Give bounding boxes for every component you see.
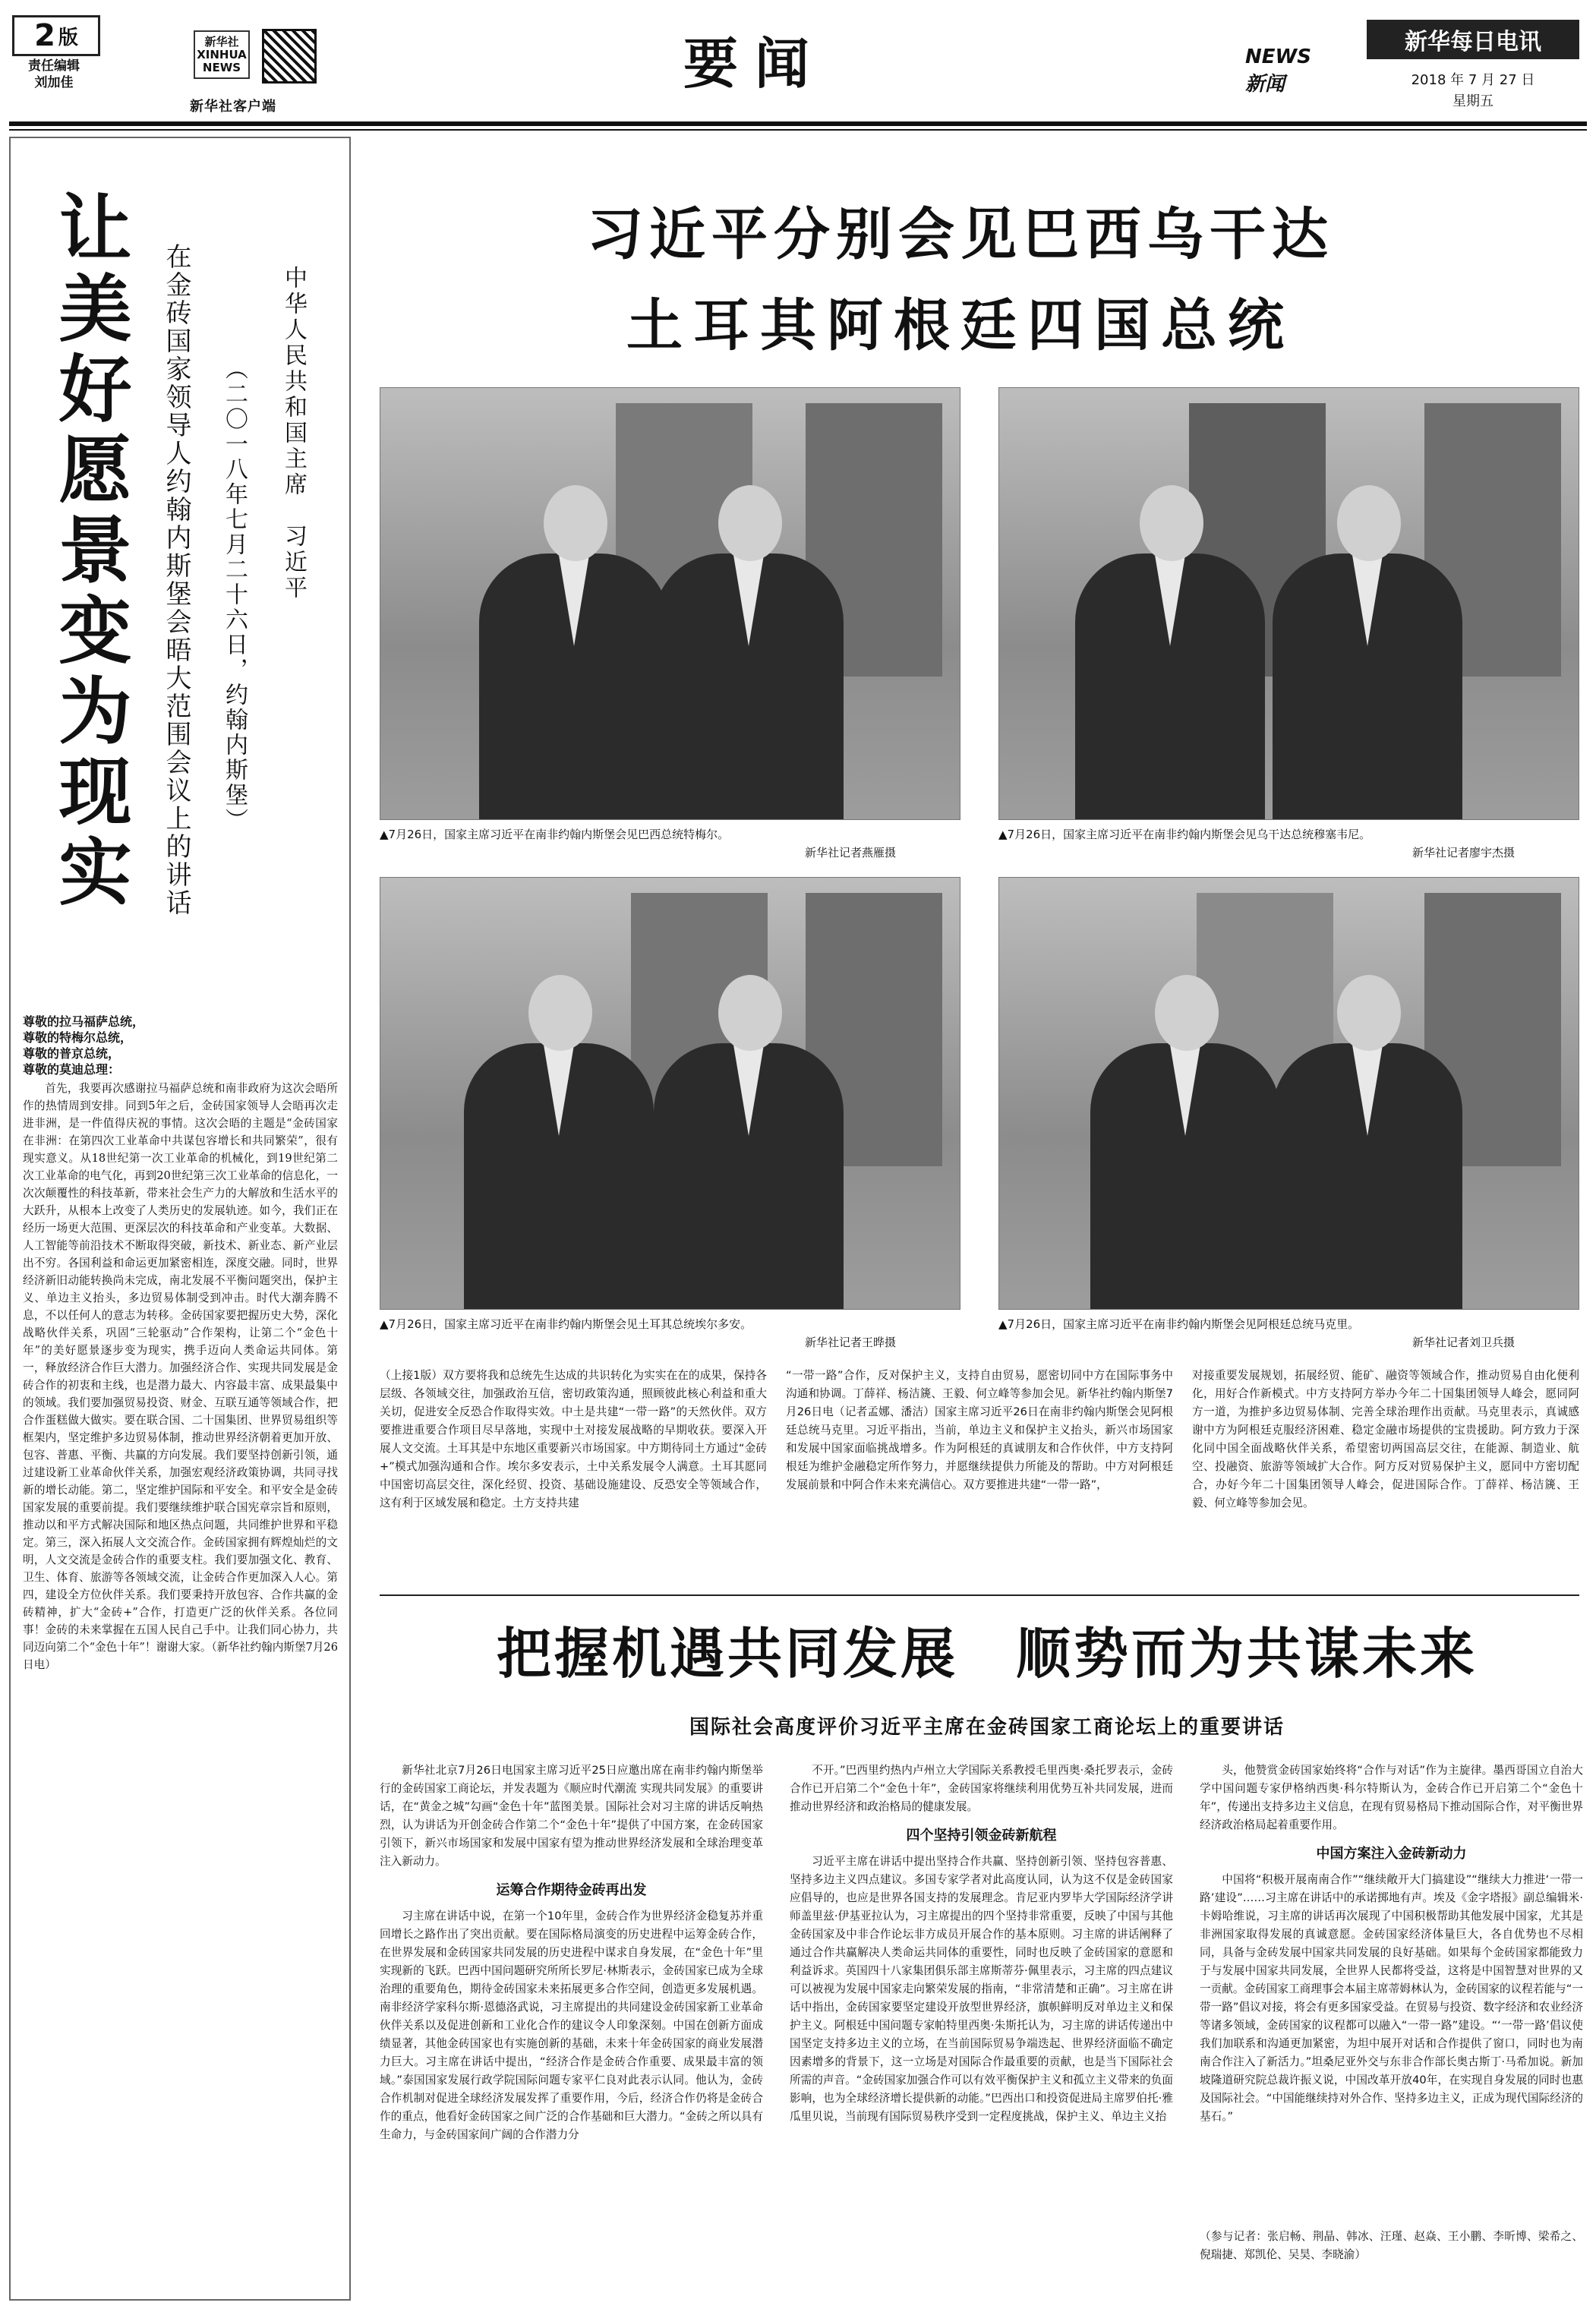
photo-credit: 新华社记者廖宇杰摄 — [1411, 846, 1515, 860]
article-paragraph: 习主席在讲话中说，在第一个10年里，金砖合作为世界经济金稳复苏并重回增长之路作出了突出贡献。要在国际格局演变的历史进程中运筹金砖合作，在世界发展和金砖国家共同发展的历史进程中谋求自身发展，在“金色十年”里实现新的飞跃。巴西中国问题研究所所长罗尼·林斯表示，金砖国家已成为全球治理的重要角色，期待金砖国家未来拓展更多合作空间，创造更多发展机遇。南非经济学家科尔斯·恩德洛武说，习主席提出的共同建设金砖国家新工业革命伙伴关系以及促进创新和工业化合作的建议令人印象深刻。中国在创新方面成绩显著，其他金砖国家也有实施创新的基础，未来十年金砖国家的商业发展潜力巨大。习主席在讲话中提出，“经济合作是金砖合作重要、成果最丰富的领域。”泰国国家发展行政学院国际问题专家平仁良对此表示认同。他认为，金砖合作机制对促进全球经济发展发挥了重要作用，今后，经济合作仍将是金砖合作的重点，他看好金砖国家之间广泛的合作基础和巨大潜力。“金砖之所以具有生命力，与金砖国家间广阔的合作潜力分 — [380, 1910, 763, 2141]
top-headline-line1: 习近平分别会见巴西乌干达 — [587, 202, 1334, 267]
section-heading: 中国方案注入金砖新动力 — [1316, 1846, 1467, 1862]
article-paragraph: 习近平主席在讲话中提出坚持合作共赢、坚持创新引领、坚持包容普惠、坚持多边主义四点建议。多国专家学者对此高度认同，认为这不仅是金砖国家应倡导的，也应是世界各国支持的发展理念。肯尼亚内罗毕大学国际经济学讲师盖里兹·伊基亚拉认为，习主席提出的四个坚持非常重要，反映了中国与其他金砖国家及中非合作论坛非方成员开展合作的基本原则。习主席的讲话阐释了通过合作共赢解决人类命运共同体的重要性，同时也反映了金砖国家的意愿和利益诉求。英国四十八家集团俱乐部主席斯蒂芬·佩里表示，习主席的四点建议可以被视为发展中国家走向繁荣发展的指南，“非常清楚和正确”。习主席在讲话中指出，金砖国家要坚定建设开放型世界经济，旗帜鲜明反对单边主义和保护主义。阿根廷中国问题专家帕特里西奥·朱斯托认为，习主席的讲话传递出中国坚定支持多边主义的立场，在当前国际贸易争端迭起、世界经济面临不确定因素增多的背景下，这一立场是对国际合作最重要的贡献，也是当下国际社会所需的声音。“金砖国家加强合作可以有效平衡保护主义和孤立主义带来的负面影响，也为全球经济增长提供新的动能。”巴西出口和投资促进局主席罗伯托·雅瓜里贝说，当前现有国际贸易秩序受到一定程度挑战，保护主义、单边主义抬 — [790, 1855, 1173, 2123]
salutation-line: 尊敬的莫迪总理： — [23, 1062, 121, 1077]
speech-title: 让美好愿景变为现实 — [47, 190, 133, 914]
speech-subtitle: 在金砖国家领导人约翰内斯堡会晤大范围会议上的讲话 — [161, 243, 191, 917]
client-label: 新华社客户端 — [190, 99, 276, 115]
article-paragraph: 新华社北京7月26日电国家主席习近平25日应邀出席在南非约翰内斯堡举行的金砖国家工商论坛，并发表题为《顺应时代潮流 实现共同发展》的重要讲话，在“黄金之城”勾画“金色十年”蓝图美景。国际社会对习主席的讲话反响热烈，认为讲话为开创金砖合作第二个“金色十年”提供了中国方案，在金砖国家引领下，新兴市场国家和发展中国家有望为推动世界经济发展和全球治理变革注入新动力。 — [380, 1764, 763, 1868]
photo-caption: ▲7月26日，国家主席习近平在南非约翰内斯堡会见乌干达总统穆塞韦尼。 — [998, 828, 1371, 841]
speech-body: 首先，我要再次感谢拉马福萨总统和南非政府为这次会晤所作的热情周到安排。同到5年之后，金砖国家领导人会晤再次走进非洲，是一件值得庆祝的事情。这次会晤的主题是“金砖国家在非洲：在第四次工业革命中共谋包容增长和共同繁荣”，很有现实意义。从18世纪第一次工业革命的机械化，到19世纪第二次工业革命的电气化，再到20世纪第三次工业革命的信息化，一次次颠覆性的科技革新，带来社会生产力的大解放和生活水平的大跃升，从根本上改变了人类历史的发展轨迹。如今，我们正在经历一场更大范围、更深层次的科技革命和产业变革。大数据、人工智能等前沿技术不断取得突破，新技术、新业态、新产业层出不穷。各国利益和命运更加紧密相连，深度交融。同时，世界经济新旧动能转换尚未完成，南北发展不平衡问题突出，保护主义、单边主义抬头，多边贸易体制受到冲击。时代大潮奔腾不息，不以任何人的意志为转移。金砖国家要把握历史大势，深化战略伙伴关系，巩固“三轮驱动”合作架构，让第二个“金色十年”的美好愿景逐步变为现实，携手迈向人类命运共同体。第一，释放经济合作巨大潜力。加强经济合作、实现共同发展是金砖合作的初衷和主线，也是潜力最大、内容最丰富、成果最集中的领域。我们要加强贸易投资、财金、互联互通等领域合作，把合作蛋糕做大做实。要在联合国、二十国集团、世界贸易组织等框架内，坚定维护多边贸易体制，推动世界经济朝着更加开放、包容、普惠、平衡、共赢的方向发展。我们要坚持创新引领，通过建设新工业革命伙伴关系，加强宏观经济政策协调，共同寻找新的增长动能。第二，坚定维护国际和平安全。和平安全是金砖国家发展的重要前提。我们要继续维护联合国宪章宗旨和原则，推动以和平方式解决国际和地区热点问题，共同维护世界和平稳定。第三，深入拓展人文交流合作。金砖国家拥有辉煌灿烂的文明，人文交流是金砖合作的重要支柱。我们要加强文化、教育、卫生、体育、旅游等各领域交流，让金砖合作更加深入人心。第四，建设全方位伙伴关系。我们要秉持开放包容、合作共赢的金砖精神，扩大“金砖+”合作，打造更广泛的伙伴关系。各位同事！金砖的未来掌握在五国人民自己手中。让我们同心协力，共同迈向第二个“金色十年”！谢谢大家。（新华社约翰内斯堡7月26日电） — [23, 1082, 338, 1671]
person-figure — [654, 485, 844, 819]
salutation-line: 尊敬的特梅尔总统， — [23, 1030, 133, 1045]
qr-code-icon[interactable] — [262, 29, 317, 84]
editor-credit — [12, 58, 96, 91]
section-title: 要闻 — [683, 31, 827, 96]
page-number-badge — [12, 15, 100, 56]
editor-name: 刘加佳 — [34, 75, 74, 90]
photo-caption: ▲7月26日，国家主席习近平在南非约翰内斯堡会见巴西总统特梅尔。 — [380, 828, 730, 841]
top-story-column-1: （上接1版）双方要将我和总统先生达成的共识转化为实实在在的成果，保持各层级、各领域交往，加强政治互信，密切政策沟通，照顾彼此核心利益和重大关切，促进安全反恐合作取得实效。中土是共建“一带一路”的天然伙伴。双方要推进重要合作项目尽早落地，实现中土对接发展战略的早期收获。要深入开展人文交流。土耳其是中东地区重要新兴市场国家。中方期待同土方通过“金砖+”模式加强沟通和合作。埃尔多安表示，土中关系发展令人满意。土耳其愿同中国密切高层交往，深化经贸、投资、基础设施建设、反恐安全等领域合作，这有利于区域发展和稳定。土方支持共建 — [380, 1369, 767, 1509]
editor-label: 责任编辑 — [28, 58, 80, 74]
article-paragraph: 不开。”巴西里约热内卢州立大学国际关系教授毛里西奥·桑托罗表示，金砖合作已开启第二个“金色十年”，金砖国家将继续利用优势互补共同发展，进而推动世界经济和政治格局的健康发展。 — [790, 1764, 1173, 1813]
second-subhead: 国际社会高度评价习近平主席在金砖国家工商论坛上的重要讲话 — [689, 1716, 1285, 1739]
second-headline: 把握机遇共同发展 顺势而为共谋未来 — [496, 1621, 1478, 1686]
person-figure — [1075, 485, 1265, 819]
story-divider — [380, 1594, 1579, 1596]
photo-credit: 新华社记者刘卫兵摄 — [1411, 1336, 1515, 1349]
page-unit: 版 — [58, 26, 78, 49]
photo-caption: ▲7月26日，国家主席习近平在南非约翰内斯堡会见土耳其总统埃尔多安。 — [380, 1317, 752, 1331]
second-story-column-3 — [1200, 1762, 1583, 2264]
article-paragraph: 头，他赞赏金砖国家始终将“合作与对话”作为主旋律。墨西哥国立自治大学中国问题专家伊格纳西奥·科尔特斯认为，金砖合作已开启第二个“金色十年”，传递出支持多边主义信息，在现有贸易格局下推动国际合作，对平衡世界经济政治格局起着重要作用。 — [1200, 1764, 1583, 1831]
date-text: 2018 年 7 月 27 日 — [1411, 72, 1535, 88]
photo-caption: ▲7月26日，国家主席习近平在南非约翰内斯堡会见阿根廷总统马克里。 — [998, 1317, 1360, 1331]
newspaper-brand: 新华每日电讯 — [1367, 20, 1579, 59]
speech-salutation — [23, 1014, 342, 1077]
top-headline-line2: 土耳其阿根廷四国总统 — [626, 293, 1295, 358]
photo-credit: 新华社记者王晔摄 — [804, 1336, 896, 1349]
weekday-text: 星期五 — [1452, 93, 1493, 109]
person-figure — [1090, 975, 1280, 1309]
news-logo: NEWS 新闻 — [1245, 46, 1311, 96]
person-figure — [1273, 485, 1462, 819]
photo-argentina-meeting[interactable] — [998, 877, 1579, 1310]
top-story-column-2: “一带一路”合作，反对保护主义，支持自由贸易，愿密切同中方在国际事务中沟通和协调。丁薛祥、杨洁篪、王毅、何立峰等参加会见。新华社约翰内斯堡7月26日电（记者孟娜、潘洁）国家主席习近平26日在南非约翰内斯堡会见阿根廷总统马克里。习近平指出，当前，单边主义和保护主义抬头，新兴市场国家和发展中国家面临挑战增多。作为阿根廷的真诚朋友和合作伙伴，中方支持阿根廷为维护金融稳定所作努力，并愿继续提供力所能及的帮助。中方对阿根廷发展前景和中阿合作未来充满信心。双方要推进共建“一带一路”， — [786, 1369, 1173, 1491]
person-figure — [479, 485, 669, 819]
photo-uganda-meeting[interactable] — [998, 387, 1579, 820]
second-story-column-1 — [380, 1762, 763, 2226]
speech-date: （二〇一八年七月二十六日，约翰内斯堡） — [221, 357, 248, 833]
speech-author: 中华人民共和国主席 习近平 — [280, 266, 307, 601]
salutation-line: 尊敬的拉马福萨总统， — [23, 1014, 145, 1029]
person-figure — [464, 975, 654, 1309]
masthead-rule — [9, 121, 1587, 126]
person-figure — [1273, 975, 1462, 1309]
section-heading: 四个坚持引领金砖新航程 — [906, 1828, 1057, 1844]
photo-brazil-meeting[interactable] — [380, 387, 960, 820]
page-number: 2 — [34, 18, 55, 53]
section-heading: 运筹合作期待金砖再出发 — [496, 1882, 647, 1898]
xinhua-logo: 新华社 XINHUA NEWS — [194, 30, 250, 79]
reporters-credit: （参与记者：张启畅、荆晶、韩冰、汪瑾、赵焱、王小鹏、李昕博、梁希之、倪瑞捷、郑凯伦、吴昊、李晓渝） — [1200, 2230, 1583, 2261]
masthead-rule-thin — [9, 129, 1587, 131]
photo-credit: 新华社记者燕雁摄 — [804, 846, 896, 860]
salutation-line: 尊敬的普京总统， — [23, 1046, 121, 1061]
article-paragraph: 中国将“积极开展南南合作”“继续敞开大门搞建设”“继续大力推进‘一带一路’建设”……习主席在讲话中的承诺掷地有声。埃及《金字塔报》副总编辑米·卡姆哈维说，习主席的讲话再次展现了中国积极帮助其他发展中国家，尤其是非洲国家取得发展的真诚意愿。金砖国家经济体量巨大，各自优势也不尽相同，具备与金砖发展中国家共同发展的良好基础。如果每个金砖国家都能致力于与发展中国家共同发展，全世界人民都将受益，这将是中国智慧对世界的又一贡献。金砖国家工商理事会本届主席蒂姆林认为，金砖国家的议程若能与“一带一路”倡议对接，将会有更多国家受益。在贸易与投资、数字经济和农业经济等诸多领域，金砖国家的议程都可以融入“一带一路”建设。“‘一带一路’倡议使我们加联系和沟通更加紧密，为坦中展开对话和合作提供了窗口，同时也为南南合作注入了新活力。”坦桑尼亚外交与东非合作部长奥古斯丁·马希加说。新加坡隆道研究院总裁许振义说，中国改革开放40年，在实现自身发展的同时也惠及国际社会。“中国能继续持对外合作、坚持多边主义，正成为现代国际经济的基石。” — [1200, 1873, 1583, 2123]
issue-date — [1367, 70, 1579, 112]
photo-turkey-meeting[interactable] — [380, 877, 960, 1310]
person-figure — [654, 975, 844, 1309]
top-story-column-3: 对接重要发展规划，拓展经贸、能矿、融资等领域合作，推动贸易自由化便利化，用好合作新模式。中方支持阿方举办今年二十国集团领导人峰会，愿同阿方一道，为推护多边贸易体制、完善全球治理作出贡献。马克里表示，真诚感谢中方为阿根廷克服经济困难、稳定金融市场提供的宝贵援助。阿方致力于深化同中国全面战略伙伴关系，希望密切两国高层交往，在能源、制造业、航空、投融资、旅游等领域扩大合作。阿方反对贸易保护主义，愿同中方密切配合，办好今年二十国集团领导人峰会，促进国际合作。丁薛祥、杨洁篪、王毅、何立峰等参加会见。 — [1192, 1369, 1579, 1509]
second-story-column-2 — [790, 1762, 1173, 2263]
